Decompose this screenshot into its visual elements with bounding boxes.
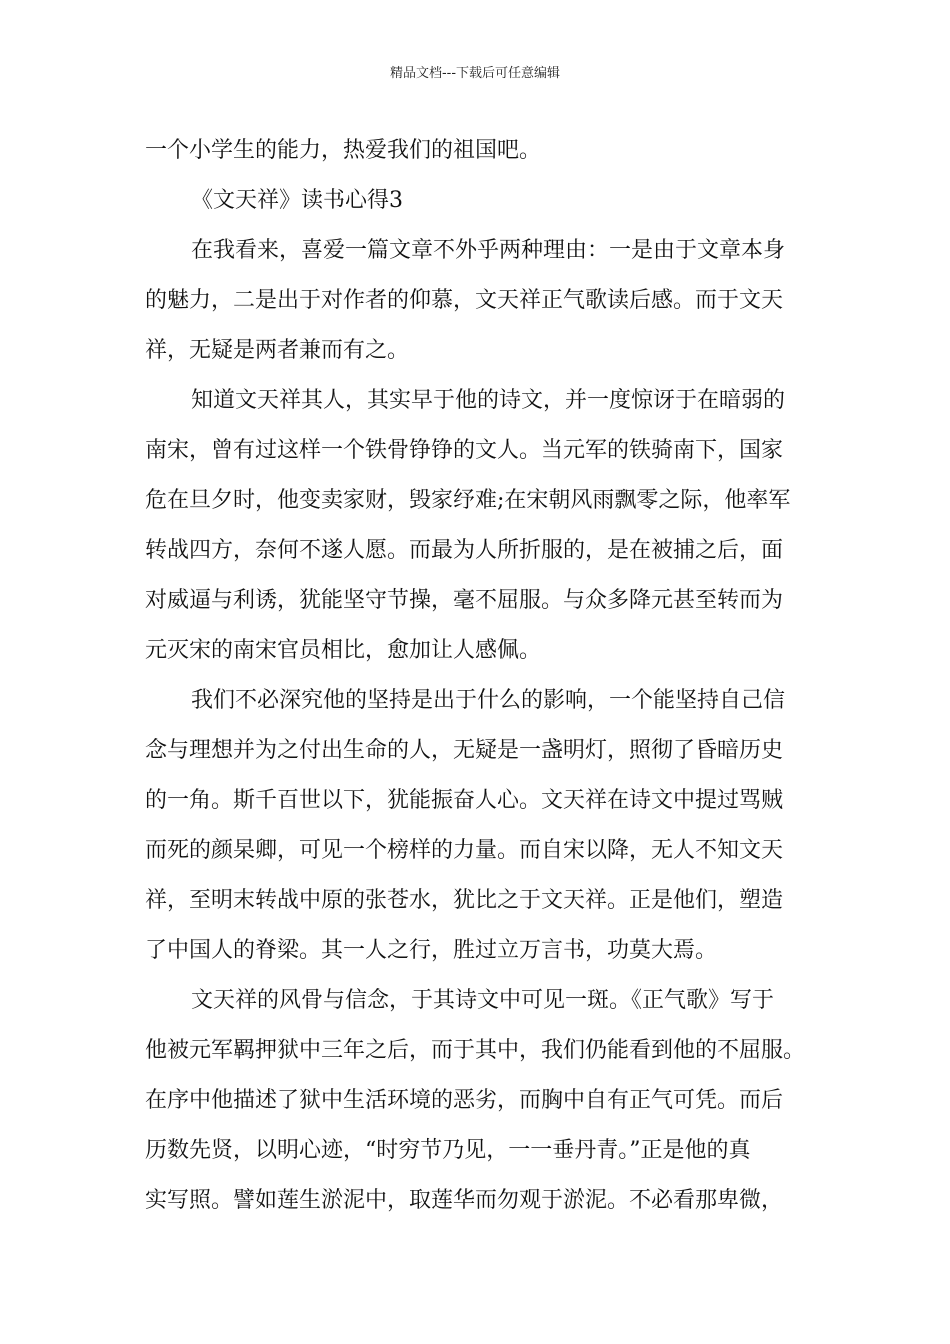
text-line: 知道文天祥其人，其实早于他的诗文，并一度惊讶于在暗弱的 — [191, 388, 786, 413]
text-line: 元灭宋的南宋官员相比，愈加让人感佩。 — [145, 638, 542, 663]
text-line: 南宋，曾有过这样一个铁骨铮铮的文人。当元军的铁骑南下，国家 — [145, 438, 784, 463]
text-line: 祥，无疑是两者兼而有之。 — [145, 338, 410, 363]
text-line: 我们不必深究他的坚持是出于什么的影响，一个能坚持自己信 — [191, 688, 786, 713]
text-line: 祥，至明末转战中原的张苍水，犹比之于文天祥。正是他们，塑造 — [145, 888, 784, 913]
text-line: 一个小学生的能力，热爱我们的祖国吧。 — [145, 138, 542, 163]
section-title: 《文天祥》读书心得3 — [191, 188, 403, 213]
text-line: 在序中他描述了狱中生活环境的恶劣，而胸中自有正气可凭。而后 — [145, 1088, 784, 1113]
text-line: 文天祥的风骨与信念，于其诗文中可见一斑。《正气歌》写于 — [191, 988, 775, 1013]
text-line: 的一角。斯千百世以下，犹能振奋人心。文天祥在诗文中提过骂贼 — [145, 788, 784, 813]
text-line: 危在旦夕时，他变卖家财，毁家纾难;在宋朝风雨飘零之际，他率军 — [145, 488, 791, 513]
document-body — [145, 126, 810, 1226]
page-header: 精品文档---下载后可任意编辑 — [389, 66, 561, 81]
text-line: 转战四方，奈何不遂人愿。而最为人所折服的，是在被捕之后，面 — [145, 538, 784, 563]
text-line: 实写照。譬如莲生淤泥中，取莲华而勿观于淤泥。不必看那卑微， — [145, 1188, 784, 1213]
text-line: 对威逼与利诱，犹能坚守节操，毫不屈服。与众多降元甚至转而为 — [145, 588, 784, 613]
text-line: 在我看来，喜爱一篇文章不外乎两种理由：一是由于文章本身 — [191, 238, 786, 263]
text-line: 历数先贤，以明心迹，“时穷节乃见，一一垂丹青。”正是他的真 — [145, 1138, 751, 1163]
text-line: 他被元军羁押狱中三年之后，而于其中，我们仍能看到他的不屈服。 — [145, 1038, 806, 1063]
text-line: 念与理想并为之付出生命的人，无疑是一盏明灯，照彻了昏暗历史 — [145, 738, 784, 763]
text-line: 的魅力，二是出于对作者的仰慕，文天祥正气歌读后感。而于文天 — [145, 288, 784, 313]
text-line: 了中国人的脊梁。其一人之行，胜过立万言书，功莫大焉。 — [145, 938, 718, 963]
text-line: 而死的颜杲卿，可见一个榜样的力量。而自宋以降，无人不知文天 — [145, 838, 784, 863]
